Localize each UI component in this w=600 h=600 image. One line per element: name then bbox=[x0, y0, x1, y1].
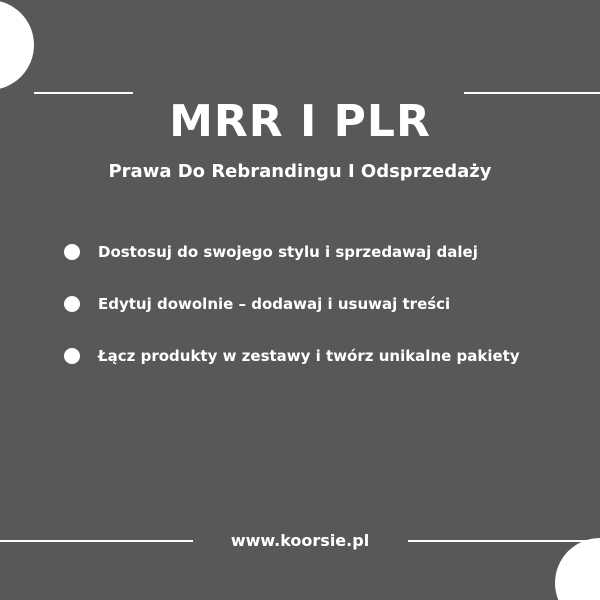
feature-text: Edytuj dowolnie – dodawaj i usuwaj treści bbox=[98, 295, 451, 313]
title-right-divider bbox=[464, 92, 600, 94]
feature-list-item bbox=[64, 290, 574, 318]
page-title: MRR I PLR bbox=[169, 96, 431, 148]
page-subtitle: Prawa Do Rebrandingu I Odsprzedaży bbox=[108, 160, 492, 182]
footer-right-divider bbox=[408, 540, 600, 542]
top-left-decorative-circle bbox=[0, 0, 34, 90]
feature-list bbox=[64, 238, 574, 394]
bullet-dot-icon bbox=[64, 244, 80, 260]
footer-left-divider bbox=[0, 540, 193, 542]
feature-text: Dostosuj do swojego stylu i sprzedawaj dalej bbox=[98, 243, 478, 261]
bullet-dot-icon bbox=[64, 296, 80, 312]
website-url: www.koorsie.pl bbox=[230, 531, 370, 550]
feature-list-item bbox=[64, 342, 574, 370]
title-left-divider bbox=[34, 92, 133, 94]
bottom-right-decorative-circle bbox=[555, 538, 600, 600]
bullet-dot-icon bbox=[64, 348, 80, 364]
feature-text: Łącz produkty w zestawy i twórz unikalne pakiety bbox=[98, 347, 520, 365]
feature-list-item bbox=[64, 238, 574, 266]
